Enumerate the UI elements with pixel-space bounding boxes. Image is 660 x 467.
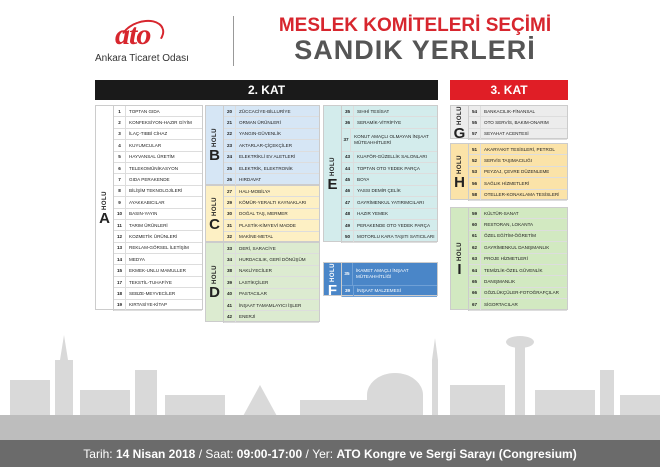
committee-row [224, 186, 319, 197]
committee-name: PERAKENDE OTO YEDEK PARÇA [357, 222, 431, 228]
committee-name: ELEKTRİKLİ EV ALETLERİ [239, 154, 296, 160]
date-value: 14 Nisan 2018 [115, 446, 196, 461]
committee-name: MAKİNE-METAL [239, 234, 274, 240]
committee-name: RESTORAN, LOKANTA [484, 222, 534, 228]
hall-rows [114, 106, 202, 311]
committee-row [342, 163, 437, 174]
ballot-number: 3 [114, 129, 126, 139]
separator: / [198, 446, 203, 461]
ballot-number: 38 [224, 266, 236, 276]
committee-name: KUAFÖR-GÜZELLİK SALONLARI [357, 154, 427, 160]
committee-row [224, 266, 319, 277]
committee-name: ÖZEL EĞİTİM-ÖĞRETİM [484, 233, 536, 239]
committee-row [114, 277, 202, 288]
ballot-number: 46 [342, 186, 354, 196]
committee-row [469, 276, 567, 287]
committee-name: İKAMET AMAÇLI İNŞAAT MÜTEAHHİTLİĞİ [355, 267, 409, 279]
committee-name: HAZIR YEMEK [357, 211, 389, 217]
ballot-number: 47 [342, 197, 354, 207]
ballot-number: 29 [224, 197, 236, 207]
committee-name: BOYA [357, 177, 370, 183]
ballot-number: 35 [342, 263, 353, 285]
place-value: ATO Kongre ve Sergi Sarayı (Congresium) [336, 446, 577, 461]
ballot-number: 36 [342, 117, 354, 127]
committee-name: KONUT AMAÇLI OLMAYAN İNŞAAT MÜTEAHHİTLERİ [354, 133, 429, 145]
committee-row [114, 254, 202, 265]
hall-letter: H [454, 174, 465, 191]
ballot-number: 2 [114, 117, 126, 127]
committee-name: ZÜCCACİYE-BİLLURİYE [239, 108, 291, 114]
hall-label [206, 243, 224, 323]
hall-d [205, 242, 320, 322]
hall-letter: D [209, 284, 220, 302]
hall-letter: F [327, 281, 338, 299]
committee-name: PEYZAJ, ÇEVRE DÜZENLEME [484, 169, 550, 175]
committee-name: SERVİS TAŞIMACILIĞI [484, 158, 532, 164]
hall-rows [224, 243, 319, 323]
ballot-number: 1 [114, 106, 126, 116]
ballot-number: 48 [342, 209, 354, 219]
hall-label [451, 144, 469, 201]
ballot-number: 51 [469, 144, 481, 154]
committee-name: HAYVANSAL ÜRETİM [129, 154, 175, 160]
ballot-number: 14 [114, 254, 126, 264]
hall-word: HOLÜ [211, 197, 218, 216]
hall-word: HOLÜ [329, 262, 336, 282]
committee-name: DOĞAL TAŞ, MERMER [239, 211, 288, 217]
ballot-number: 53 [469, 167, 481, 177]
committee-name: KOZMETİK ÜRÜNLERİ [129, 233, 178, 239]
hall-rows [342, 263, 437, 297]
committee-name: OTO SERVİS, BAKIM-ONARIM [484, 120, 549, 126]
hall-letter: E [327, 175, 338, 193]
hall-b [205, 105, 320, 185]
committee-row [224, 106, 319, 117]
committee-row [342, 106, 437, 117]
committee-row [114, 117, 202, 128]
header-divider [233, 16, 234, 66]
ballot-number: 52 [469, 155, 481, 165]
committee-row [469, 242, 567, 253]
committee-name: KÜLTÜR-SANAT [484, 210, 519, 216]
committee-name: BASIN-YAYIN [129, 211, 158, 217]
committee-row [114, 106, 202, 117]
committee-name: OTELLER-KONAKLAMA TESİSLERİ [484, 192, 560, 198]
ballot-number: 31 [224, 220, 236, 230]
committee-row [114, 152, 202, 163]
committee-row [224, 220, 319, 231]
ballot-number: 15 [114, 265, 126, 275]
ballot-number: 7 [114, 174, 126, 184]
committee-name: AKTARLAR-ÇİÇEKÇİLER [239, 142, 293, 148]
committee-name: MEDYA [129, 256, 145, 262]
hall-rows [224, 186, 319, 243]
ballot-number: 11 [114, 220, 126, 230]
ballot-number: 58 [469, 190, 481, 200]
committee-name: İNŞAAT MALZEMESİ [357, 288, 401, 294]
separator: / [305, 446, 309, 461]
hall-word: HOLÜ [211, 265, 218, 285]
committee-row [224, 277, 319, 288]
hall-letter: C [209, 216, 220, 233]
ballot-number: 55 [469, 117, 481, 127]
hall-label [324, 106, 342, 243]
ballot-number: 8 [114, 186, 126, 196]
hall-word: HOLÜ [329, 156, 336, 176]
committee-row [469, 190, 567, 201]
ballot-number: 45 [342, 174, 354, 184]
hall-word: HOLÜ [456, 155, 463, 174]
page-subtitle: SANDIK YERLERİ [294, 35, 536, 65]
committee-row [469, 288, 567, 299]
committee-row [342, 117, 437, 128]
committee-name: LASTİKÇİLER [239, 279, 269, 285]
committee-name: ORMAN ÜRÜNLERİ [239, 120, 281, 126]
hall-rows [469, 106, 567, 140]
hall-label [96, 106, 114, 311]
hall-label [206, 106, 224, 186]
committee-name: REKLAM-GÖRSEL İLETİŞİM [129, 245, 189, 251]
ballot-number: 57 [469, 129, 481, 139]
place-label: Yer: [312, 446, 334, 461]
hall-h [450, 143, 568, 200]
committee-name: TARIM ÜRÜNLERİ [129, 222, 168, 228]
committee-row [469, 117, 567, 128]
committee-row [224, 152, 319, 163]
time-value: 09:00-17:00 [236, 446, 303, 461]
ballot-number: 39 [342, 286, 354, 296]
hall-label [324, 263, 342, 297]
hall-c [205, 185, 320, 242]
committee-name: KUYUMCULAR [129, 142, 162, 148]
committee-name: HALI-MOBİLYA [239, 188, 271, 194]
committee-row [224, 289, 319, 300]
committee-row [469, 129, 567, 140]
hall-rows [469, 144, 567, 201]
logo-mark: ato [115, 18, 151, 51]
committee-row [469, 231, 567, 242]
floor-3-bar: 3. KAT [450, 80, 568, 100]
committee-name: NAKLİYECİLER [239, 268, 272, 274]
ballot-number: 65 [469, 276, 481, 286]
hall-g [450, 105, 568, 142]
hall-letter: B [209, 147, 220, 165]
committee-row [114, 186, 202, 197]
committee-name: MOTORLU KARA TAŞITI SATICILARI [357, 234, 435, 239]
ballot-number: 17 [114, 277, 126, 287]
committee-row [342, 231, 437, 242]
committee-name: BANKACILIK-FİNANSAL [484, 108, 536, 114]
ballot-number: 18 [114, 288, 126, 298]
ballot-number: 67 [469, 299, 481, 309]
committee-row [469, 106, 567, 117]
committee-name: YANGIN-GÜVENLİK [239, 131, 282, 137]
committee-name: PROJE HİZMETLERİ [484, 256, 528, 262]
committee-name: YASSI DEMİR ÇELİK [357, 188, 401, 194]
committee-name: DANIŞMANLIK [484, 279, 516, 285]
committee-name: SERAMİK-VİTRİFİYE [357, 120, 402, 126]
committee-name: KIRTASİYE-KİTAP [129, 302, 168, 308]
committee-row [342, 129, 437, 152]
ballot-number: 5 [114, 152, 126, 162]
hall-label [451, 208, 469, 311]
committee-name: GAYRİMENKUL DANIŞMANLIK [484, 244, 550, 250]
committee-name: PASTACILAR [239, 291, 267, 297]
date-label: Tarih: [83, 446, 113, 461]
committee-name: AKARYAKIT TESİSLERİ, PETROL [484, 146, 555, 152]
committee-row [469, 265, 567, 276]
hall-word: HOLÜ [456, 241, 463, 261]
committee-name: SIHHİ TESİSAT [357, 108, 390, 114]
committee-row [224, 117, 319, 128]
committee-row [469, 144, 567, 155]
committee-row [224, 243, 319, 254]
committee-row [342, 220, 437, 231]
committee-name: TELEKOMÜNİKASYON [129, 165, 179, 171]
ballot-number: 19 [114, 300, 126, 310]
committee-row [114, 265, 202, 276]
committee-row [469, 299, 567, 310]
ballot-number: 40 [224, 289, 236, 299]
ballot-number: 12 [114, 231, 126, 241]
committee-name: HURDACILIK, GERİ DÖNÜŞÜM [239, 257, 306, 263]
ballot-number: 61 [469, 231, 481, 241]
hall-letter: I [457, 260, 462, 278]
committee-row [114, 174, 202, 185]
committee-name: GIDA PERAKENDE [129, 177, 170, 183]
committee-row [224, 163, 319, 174]
committee-name: EKMEK-UNLU MAMULLER [129, 268, 186, 274]
committee-row [342, 152, 437, 163]
hall-rows [342, 106, 437, 243]
ballot-number: 13 [114, 243, 126, 253]
ballot-number: 37 [342, 129, 351, 151]
ballot-number: 4 [114, 140, 126, 150]
committee-name: SİGORTACILAR [484, 301, 518, 307]
committee-row [469, 254, 567, 265]
ballot-number: 22 [224, 129, 236, 139]
hall-rows [469, 208, 567, 311]
committee-name: TOPTAN OTO YEDEK PARÇA [357, 165, 420, 171]
committee-row [224, 209, 319, 220]
org-name: Ankara Ticaret Odası [95, 53, 189, 64]
page-title: MESLEK KOMİTELERİ SEÇİMİ [278, 15, 552, 36]
hall-word: HOLÜ [456, 105, 463, 125]
hall-a [95, 105, 203, 310]
committee-name: HIRDAVAT [239, 177, 262, 183]
committee-row [114, 231, 202, 242]
ballot-number: 44 [342, 163, 354, 173]
ballot-number: 9 [114, 197, 126, 207]
committee-row [114, 163, 202, 174]
hall-label [451, 106, 469, 140]
committee-row [114, 300, 202, 311]
ballot-number: 43 [342, 152, 354, 162]
committee-name: PLASTİK-KİMYEVİ MADDE [239, 222, 296, 228]
ballot-number: 30 [224, 209, 236, 219]
ballot-number: 25 [224, 163, 236, 173]
committee-name: SEBZE-MEYVECİLER [129, 290, 176, 296]
ato-logo [95, 18, 215, 68]
committee-row [342, 209, 437, 220]
ballot-number: 62 [469, 242, 481, 252]
committee-name: DERİ, SARACİYE [239, 245, 276, 251]
ballot-number: 35 [342, 106, 354, 116]
ballot-number: 64 [469, 265, 481, 275]
ballot-number: 66 [469, 288, 481, 298]
ballot-number: 32 [224, 232, 236, 242]
ballot-number: 42 [224, 311, 236, 321]
committee-row [114, 129, 202, 140]
ballot-number: 60 [469, 219, 481, 229]
hall-rows [224, 106, 319, 186]
committee-name: İNŞAAT TAMAMLAYICI İŞLER [239, 302, 302, 308]
ballot-number: 10 [114, 209, 126, 219]
hall-word: HOLÜ [101, 191, 108, 211]
ballot-number: 49 [342, 220, 354, 230]
committee-row [114, 243, 202, 254]
committee-row [342, 197, 437, 208]
committee-row [114, 140, 202, 151]
committee-name: TOPTAN GIDA [129, 108, 160, 114]
committee-row [224, 300, 319, 311]
hall-i [450, 207, 568, 310]
committee-name: SAĞLIK HİZMETLERİ [484, 180, 530, 186]
committee-row [114, 197, 202, 208]
committee-name: GÖZLÜKÇÜLER-FOTOĞRAFÇILAR [484, 290, 559, 296]
hall-letter: G [453, 124, 466, 142]
ballot-number: 63 [469, 254, 481, 264]
time-label: Saat: [205, 446, 234, 461]
hall-label [206, 186, 224, 243]
hall-letter: A [99, 210, 110, 228]
committee-name: SEYAHAT ACENTESİ [484, 131, 529, 137]
committee-name: TEKSTİL-TUHAFİYE [129, 279, 172, 285]
ballot-number: 41 [224, 300, 236, 310]
ballot-number: 20 [224, 106, 236, 116]
ballot-number: 21 [224, 117, 236, 127]
committee-row [224, 311, 319, 322]
committee-row [114, 288, 202, 299]
ballot-number: 39 [224, 277, 236, 287]
committee-row [469, 167, 567, 178]
committee-row [342, 263, 437, 286]
committee-name: GAYRİMENKUL YATIRIMCILARI [357, 199, 424, 205]
footer-info [0, 440, 660, 467]
ballot-number: 24 [224, 152, 236, 162]
committee-name: BİLİŞİM TEKNOLOJİLERİ [129, 188, 183, 194]
ballot-number: 34 [224, 254, 236, 264]
hall-f [323, 262, 438, 299]
committee-row [469, 208, 567, 219]
committee-name: ELEKTRİK, ELEKTRONİK [239, 165, 293, 171]
hall-e [323, 105, 438, 242]
committee-row [224, 140, 319, 151]
committee-row [469, 178, 567, 189]
ballot-number: 33 [224, 243, 236, 253]
ballot-number: 59 [469, 208, 481, 218]
floor-2-bar: 2. KAT [95, 80, 438, 100]
committee-row [114, 220, 202, 231]
committee-row [224, 197, 319, 208]
ballot-number: 26 [224, 174, 236, 184]
ballot-number: 54 [469, 106, 481, 116]
ballot-number: 50 [342, 231, 354, 241]
ballot-number: 6 [114, 163, 126, 173]
committee-row [342, 174, 437, 185]
committee-name: KÖMÜR-YERALTI KAYNAKLARI [239, 200, 307, 206]
committee-row [224, 254, 319, 265]
committee-name: TEMİZLİK-ÖZEL GÜVENLİK [484, 267, 543, 273]
committee-row [114, 209, 202, 220]
committee-row [342, 186, 437, 197]
committee-name: KONFEKSİYON-HAZIR GİYİM [129, 120, 192, 126]
city-skyline-illustration [0, 300, 660, 440]
ballot-number: 23 [224, 140, 236, 150]
ballot-number: 27 [224, 186, 236, 196]
committee-name: İLAÇ-TIBBİ CİHAZ [129, 131, 168, 137]
committee-name: AYAKKABICILAR [129, 199, 165, 205]
committee-name: ENERJİ [239, 314, 256, 320]
committee-row [342, 286, 437, 297]
committee-row [469, 155, 567, 166]
committee-row [469, 219, 567, 230]
committee-row [224, 129, 319, 140]
hall-word: HOLÜ [211, 128, 218, 148]
ballot-number: 56 [469, 178, 481, 188]
